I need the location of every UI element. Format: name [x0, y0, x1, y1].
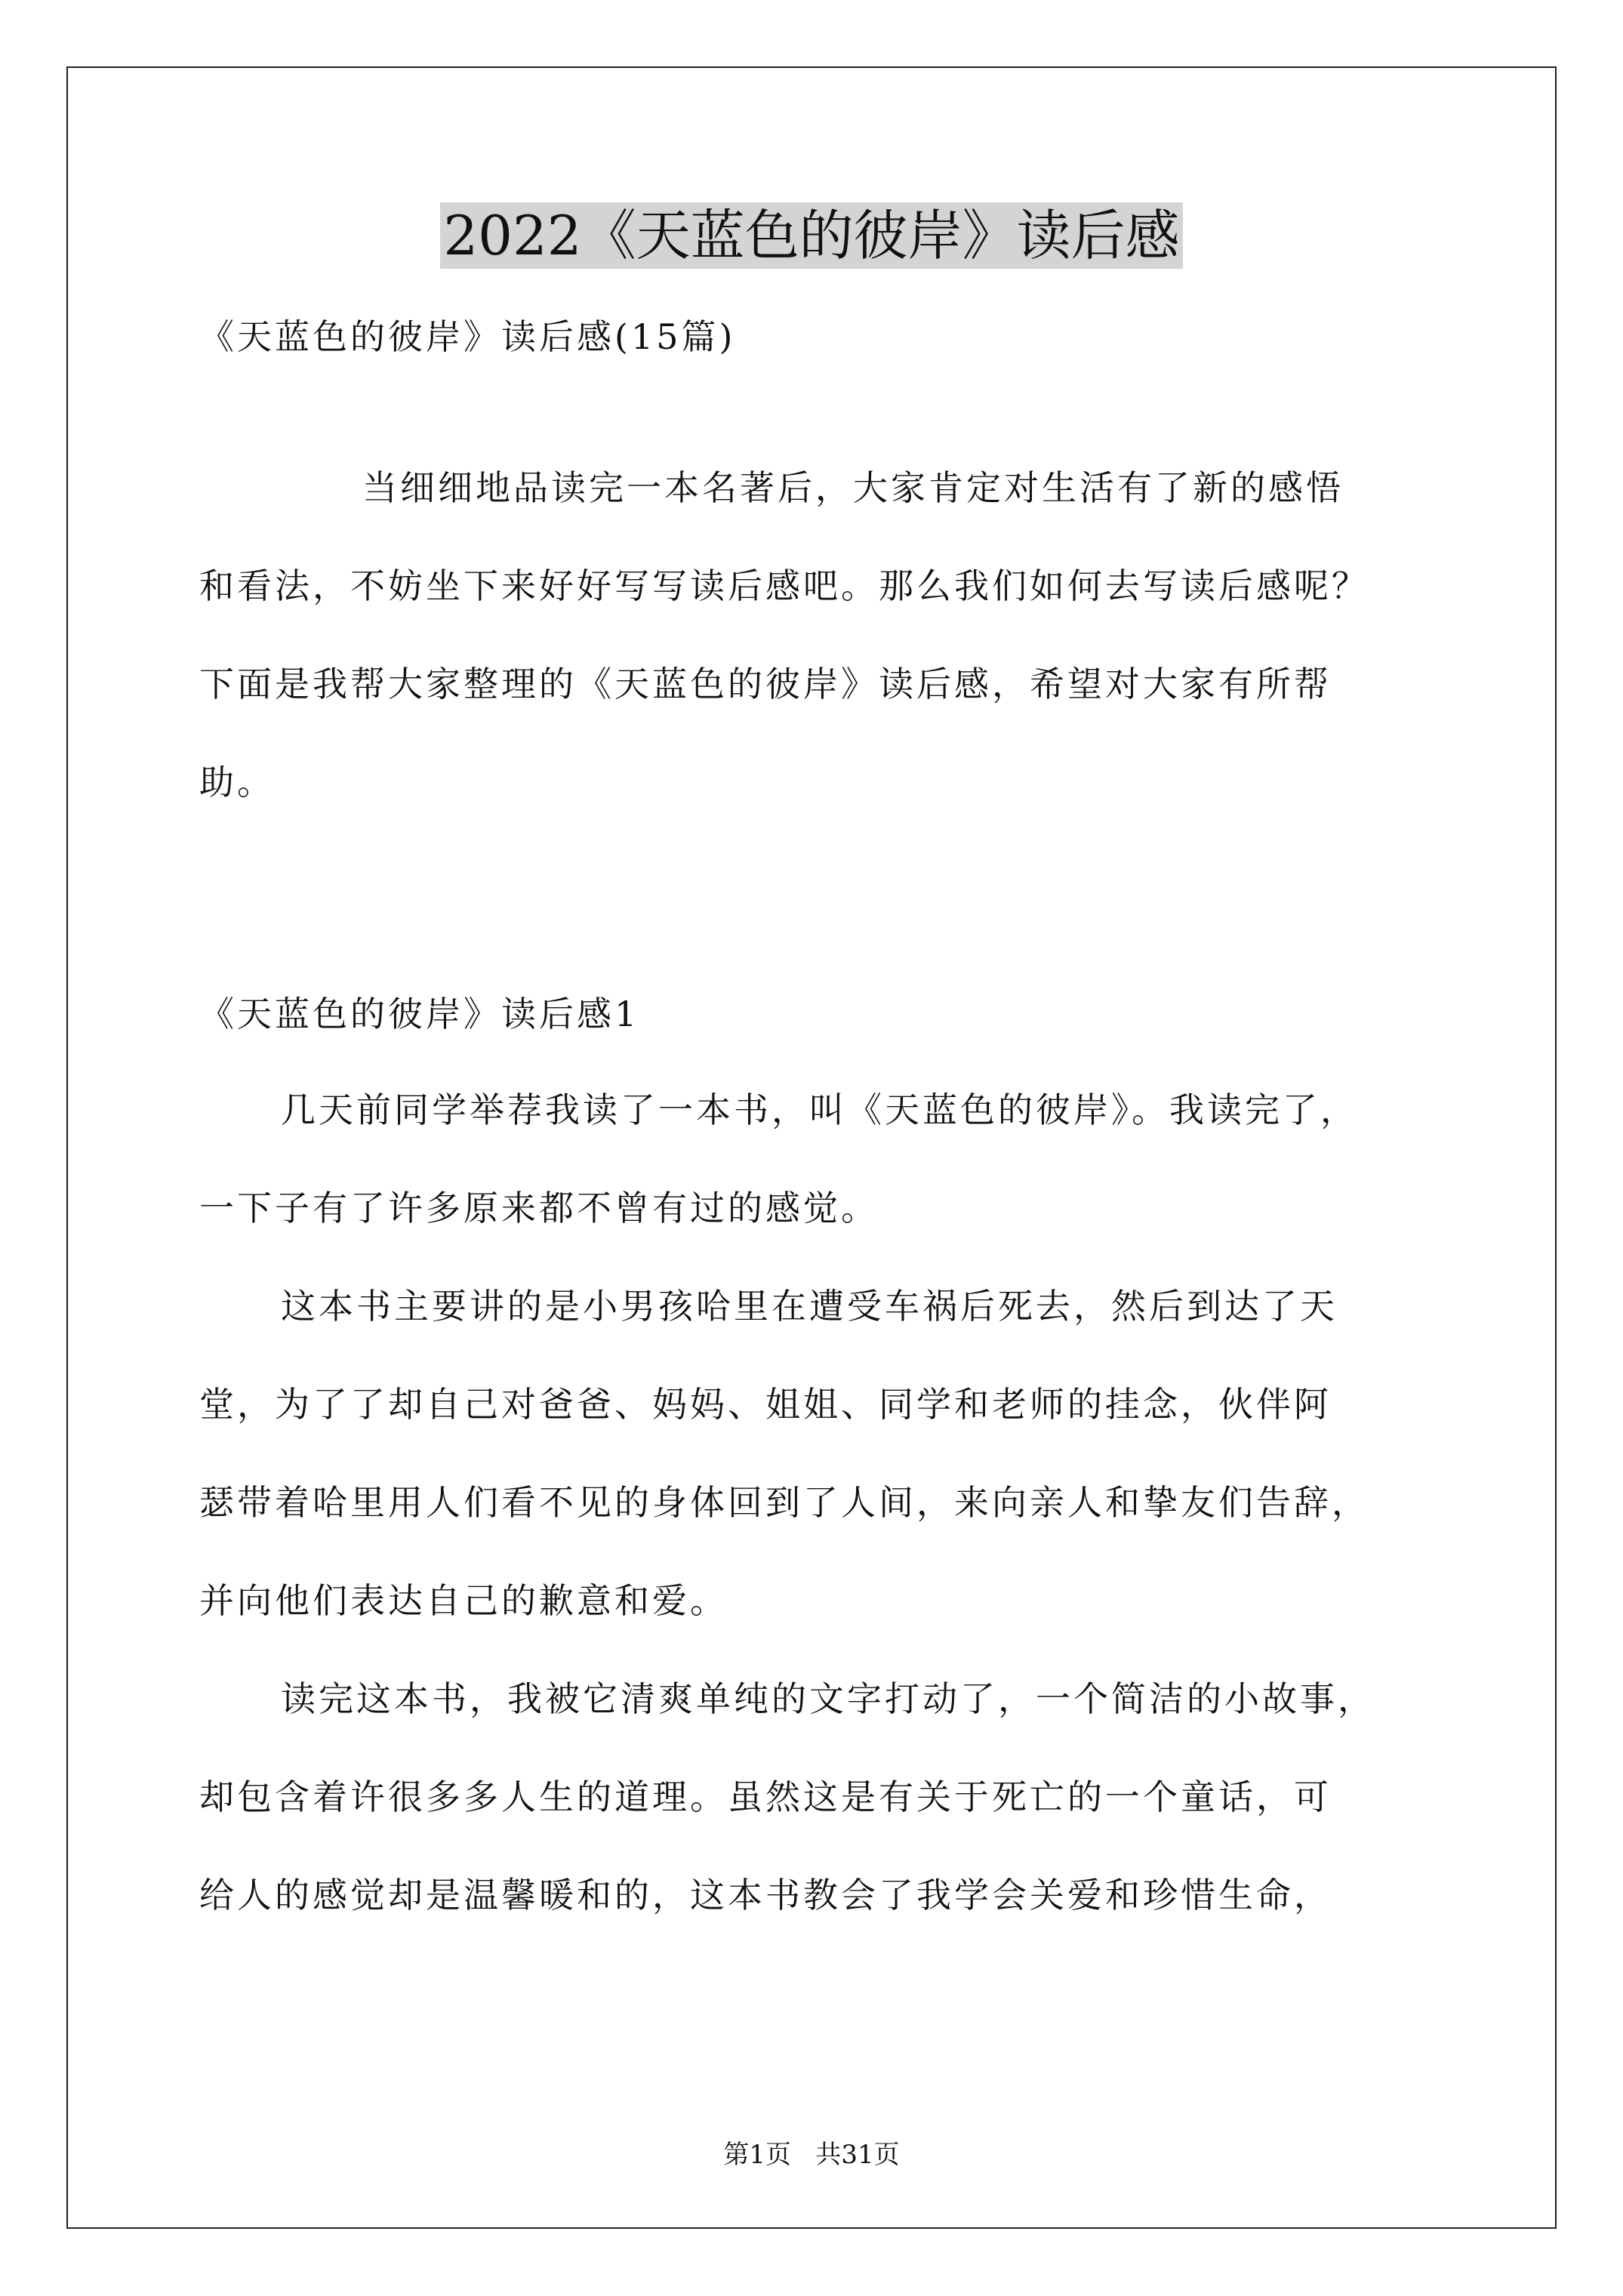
intro-line-3: 下面是我帮大家整理的《天蓝色的彼岸》读后感，希望对大家有所帮	[199, 664, 1332, 704]
page-number-footer: 第1页 共31页	[723, 2140, 900, 2170]
document-subtitle: 《天蓝色的彼岸》读后感(15篇)	[199, 316, 736, 357]
intro-line-1: 当细细地品读完一本名著后，大家肯定对生活有了新的感悟	[362, 467, 1344, 508]
paragraph-1-line-1: 几天前同学举荐我读了一本书，叫《天蓝色的彼岸》。我读完了，	[281, 1089, 1358, 1130]
paragraph-2-line-1: 这本书主要讲的是小男孩哈里在遭受车祸后死去，然后到达了天	[281, 1286, 1338, 1327]
paragraph-3-line-1: 读完这本书，我被它清爽单纯的文字打动了，一个简洁的小故事，	[281, 1678, 1375, 1719]
section-heading: 《天蓝色的彼岸》读后感1	[199, 994, 640, 1034]
paragraph-2-line-4: 并向他们表达自己的歉意和爱。	[199, 1580, 728, 1621]
intro-line-4: 助。	[199, 762, 275, 803]
intro-line-2: 和看法，不妨坐下来好好写写读后感吧。那么我们如何去写读后感呢？	[199, 566, 1369, 606]
paragraph-3-line-3: 给人的感觉却是温馨暖和的，这本书教会了我学会关爱和珍惜生命，	[199, 1875, 1332, 1915]
document-title: 2022《天蓝色的彼岸》读后感	[0, 198, 1623, 273]
paragraph-1-line-2: 一下子有了许多原来都不曾有过的感觉。	[199, 1188, 879, 1228]
paragraph-2-line-2: 堂，为了了却自己对爸爸、妈妈、姐姐、同学和老师的挂念，伙伴阿	[199, 1384, 1332, 1425]
paragraph-3-line-2: 却包含着许很多多人生的道理。虽然这是有关于死亡的一个童话，可	[199, 1777, 1332, 1817]
paragraph-2-line-3: 瑟带着哈里用人们看不见的身体回到了人间，来向亲人和挚友们告辞，	[199, 1482, 1369, 1523]
